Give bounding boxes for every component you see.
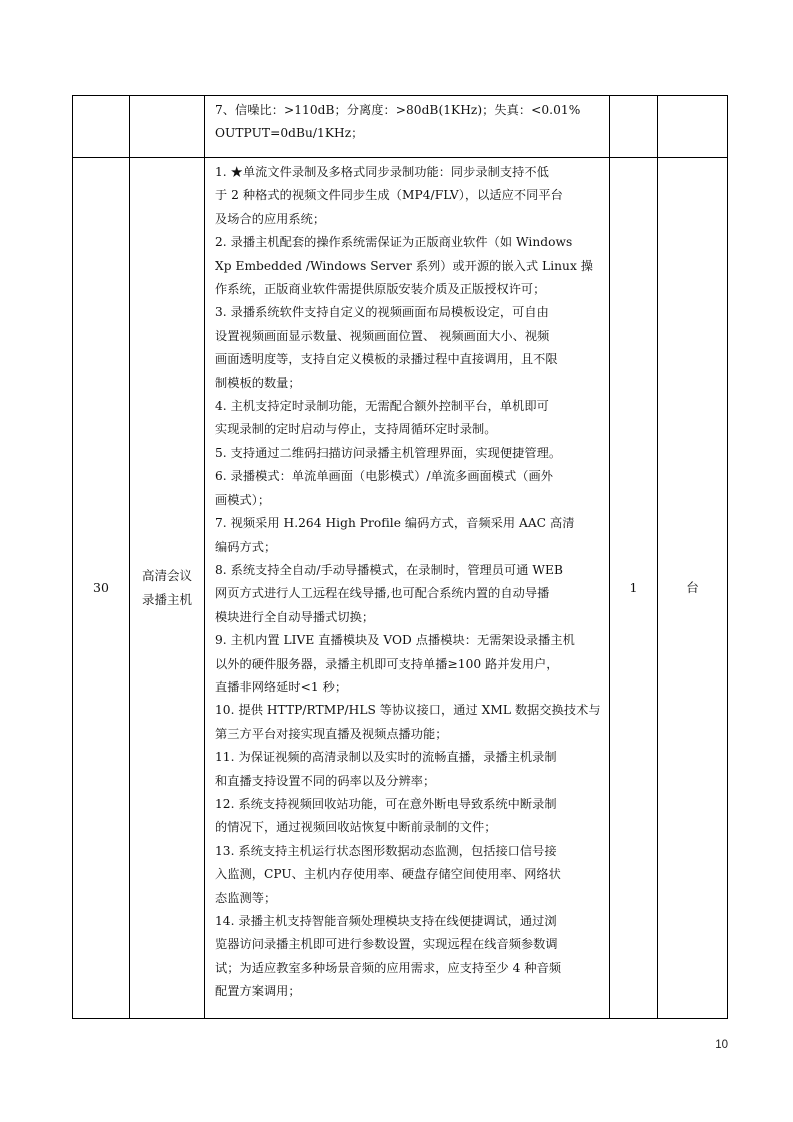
quantity-cell: 1: [610, 158, 658, 1019]
spec-line: 3. 录播系统软件支持自定义的视频画面布局模板设定，可自由: [215, 305, 549, 320]
spec-line: 作系统，正版商业软件需提供原版安装介质及正版授权许可；: [215, 282, 546, 297]
spec-line: 8. 系统支持全自动/手动导播模式，在录制时，管理员可通 WEB: [215, 562, 563, 577]
spec-line: 入监测，CPU、主机内存使用率、硬盘存储空间使用率、网络状: [215, 867, 561, 882]
spec-line: 以外的硬件服务器，录播主机即可支持单播≥100 路并发用户，: [215, 656, 559, 671]
spec-lines: [215, 99, 603, 145]
spec-line: 设置视频画面显示数量、视频画面位置、 视频画面大小、视频: [215, 328, 550, 343]
spec-line: 2. 录播主机配套的操作系统需保证为正版商业软件（如 Windows: [215, 235, 573, 250]
item-name-line-1: 高清会议: [141, 568, 192, 583]
specification-table: [72, 95, 728, 1019]
spec-line: 1. ★单流文件录制及多格式同步录制功能：同步录制支持不低: [215, 165, 549, 179]
quantity-cell: [610, 96, 658, 158]
spec-line: 5. 支持通过二维码扫描访问录播主机管理界面，实现便捷管理。: [215, 445, 562, 460]
spec-line: 态监测等；: [215, 890, 277, 905]
spec-line: 14. 录播主机支持智能音频处理模块支持在线便捷调试，通过浏: [215, 914, 557, 928]
spec-line: 和直播支持设置不同的码率以及分辨率；: [215, 773, 436, 788]
spec-line: 12. 系统支持视频回收站功能，可在意外断电导致系统中断录制: [215, 796, 557, 811]
spec-cell: [205, 96, 610, 158]
spec-line: 7. 视频采用 H.264 High Profile 编码方式，音频采用 AAC 高清: [215, 516, 575, 531]
item-name-cell: [130, 158, 205, 1019]
spec-line: 7、信噪比：>110dB；分离度：>80dB(1KHz)；失真：<0.01%: [215, 103, 581, 117]
item-number-cell: 30: [73, 158, 130, 1019]
spec-line: 9. 主机内置 LIVE 直播模块及 VOD 点播模块：无需架设录播主机: [215, 633, 575, 648]
spec-line: 配置方案调用；: [215, 984, 301, 999]
spec-line: 的情况下，通过视频回收站恢复中断前录制的文件；: [215, 820, 497, 835]
item-number-cell: [73, 96, 130, 158]
item-name-line-2: 录播主机: [141, 592, 192, 607]
spec-lines: [215, 161, 603, 1004]
spec-line: 览器访问录播主机即可进行参数设置，实现远程在线音频参数调: [215, 937, 558, 952]
spec-line: 画模式）；: [215, 492, 271, 507]
spec-line: 模块进行全自动导播式切换；: [215, 609, 375, 624]
spec-line: 编码方式；: [215, 539, 277, 554]
spec-cell: [205, 158, 610, 1019]
spec-line: 画面透明度等，支持自定义模板的录播过程中直接调用，且不限: [215, 352, 558, 367]
item-name-cell: [130, 96, 205, 158]
unit-cell: [658, 96, 728, 158]
spec-line: 10. 提供 HTTP/RTMP/HLS 等协议接口，通过 XML 数据交换技术与: [215, 703, 601, 718]
spec-line: 及场合的应用系统；: [215, 211, 326, 226]
spec-line: 网页方式进行人工远程在线导播,也可配合系统内置的自动导播: [215, 586, 550, 601]
spec-line: Xp Embedded /Windows Server 系列）或开源的嵌入式 Linux 操: [215, 258, 594, 273]
page-number: 10: [715, 1039, 728, 1051]
spec-line: OUTPUT=0dBu/1KHz；: [215, 126, 364, 140]
table-row-continued: [73, 96, 728, 158]
table-row-30: [73, 158, 728, 1019]
spec-line: 6. 录播模式：单流单画面（电影模式）/单流多画面模式（画外: [215, 469, 553, 484]
spec-line: 第三方平台对接实现直播及视频点播功能；: [215, 726, 448, 741]
unit-cell: 台: [658, 158, 728, 1019]
spec-line: 实现录制的定时启动与停止，支持周循环定时录制。: [215, 422, 497, 437]
spec-line: 13. 系统支持主机运行状态图形数据动态监测，包括接口信号接: [215, 843, 557, 858]
spec-line: 试；为适应教室多种场景音频的应用需求，应支持至少 4 种音频: [215, 960, 562, 975]
spec-line: 4. 主机支持定时录制功能，无需配合额外控制平台，单机即可: [215, 399, 549, 414]
spec-line: 于 2 种格式的视频文件同步生成（MP4/FLV），以适应不同平台: [215, 188, 563, 203]
spec-line: 直播非网络延时<1 秒；: [215, 679, 348, 694]
spec-line: 11. 为保证视频的高清录制以及实时的流畅直播，录播主机录制: [215, 750, 557, 765]
spec-line: 制模板的数量；: [215, 375, 301, 390]
